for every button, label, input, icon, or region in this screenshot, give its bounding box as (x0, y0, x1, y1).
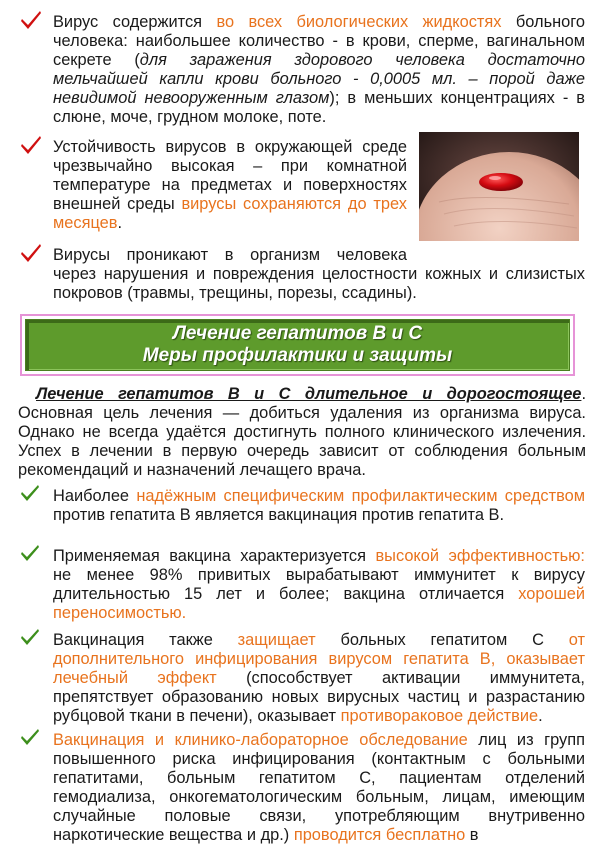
virus-fluids-text (53, 13, 585, 127)
text-run: не менее 98% привитых вырабатывают иммунитет к вирусу длительностью 15 лет и более; вакцина отличается (53, 566, 585, 603)
vaccine-protects-text (53, 631, 585, 726)
virus-resistance-text (53, 138, 407, 233)
virus-resistance-item (53, 138, 407, 233)
virus-entry-rest: через нарушения и повреждения целостности кожных и слизистых покровов (травмы, трещины, порезы, ссадины). (53, 265, 585, 302)
virus-entry-line1: Вирусы проникают в организм человека (53, 246, 407, 264)
text-run: Вирус содержится (53, 13, 217, 31)
virus-fluids-item (53, 13, 585, 127)
vaccine-efficacy-text (53, 547, 585, 623)
virus-entry-rest-block (53, 265, 585, 303)
text-run: против гепатита В является вакцинация против гепатита В. (53, 506, 505, 524)
risk-groups-text (53, 731, 585, 845)
virus-entry-line1-block (53, 246, 407, 265)
text-run: . (117, 214, 123, 232)
highlighted-phrase: защищает (237, 631, 316, 649)
text-run: Наиболее (53, 487, 137, 505)
vaccine-reliable-item (53, 487, 585, 525)
treatment-intro-body: . Основная цель лечения — добиться удаления из организма вируса. Однако не всегда удаётся достигнуть полного клинического излечения. Успех в лечении в первую очередь зависит от соблюдения больным рекомендаций и назначений лечащего врача. (18, 385, 586, 479)
green-checkmark-icon (20, 542, 40, 567)
highlighted-phrase: надёжным специфическим профилактическим средством (136, 487, 585, 505)
highlighted-phrase: Вакцинация и клинико-лабораторное обследование (53, 731, 468, 749)
highlighted-phrase: противораковое действие (340, 707, 539, 725)
risk-groups-item (53, 731, 585, 845)
text-run: Устойчивость вирусов в окружающей среде чрезвычайно высокая – при комнатной температуре на предметах и поверхностях внешней среды (53, 138, 407, 213)
vaccine-protects-item (53, 631, 585, 726)
text-run: лиц из групп повышенного риска инфицирования (контактным с больными гепатитами, больным гепатитом С, пациентам отделений гемодиализа, онкогематологическим больным, лицам, имеющим случайные половые связи, употребляющим внутривенно наркотические вещества и др.) (53, 731, 586, 844)
red-checkmark-icon (20, 8, 42, 35)
treatment-intro-text (18, 385, 586, 480)
vaccine-efficacy-item (53, 547, 585, 623)
vaccine-reliable-text (53, 487, 585, 525)
banner-title: Лечение гепатитов В и С (172, 323, 423, 344)
highlighted-phrase: вирусы сохраняются до трех месяцев (53, 195, 407, 232)
text-run: Вакцинация также (53, 631, 238, 649)
text-run: (способствует активации иммунитета, препятствует образованию новых вирусных частиц и разрастанию рубцовой ткани в печени), оказывает (53, 669, 585, 725)
italic-phrase: для заражения здорового человека достаточно мельчайшей капли крови больного - 0,0005 мл. – порой даже невидимой невооруженным глазом (53, 51, 585, 107)
text-run: Применяемая вакцина характеризуется (53, 547, 376, 565)
text-run: больных гепатитом С (315, 631, 569, 649)
banner-subtitle: Меры профилактики и защиты (142, 345, 453, 366)
section-banner (20, 314, 575, 376)
green-checkmark-icon (20, 726, 40, 751)
red-checkmark-icon (20, 241, 42, 268)
highlighted-phrase: от дополнительного инфицирования вирусом гепатита В, оказывает лечебный эффект (53, 631, 585, 687)
highlighted-phrase: высокой эффективностью: (375, 547, 585, 565)
blood-drop-photo (419, 132, 579, 241)
text-run: ); в меньших концентрациях - в слюне, моче, грудном молоке, поте. (53, 89, 585, 126)
highlighted-phrase: во всех биологических жидкостях (216, 13, 502, 31)
highlighted-phrase: проводится бесплатно (293, 826, 466, 844)
treatment-intro (18, 385, 586, 480)
green-checkmark-icon (20, 482, 40, 507)
green-checkmark-icon (20, 626, 40, 651)
text-run: в (465, 826, 479, 844)
text-run: больного человека: наибольшее количество - в крови, сперме, вагинальном секрете ( (53, 13, 586, 69)
treatment-intro-lead: Лечение гепатитов В и С длительное и дорогостоящее (36, 385, 582, 403)
red-checkmark-icon (20, 133, 42, 160)
text-run: . (538, 707, 543, 725)
banner-panel (25, 319, 570, 371)
highlighted-phrase: хорошей переносимостью. (53, 585, 585, 622)
